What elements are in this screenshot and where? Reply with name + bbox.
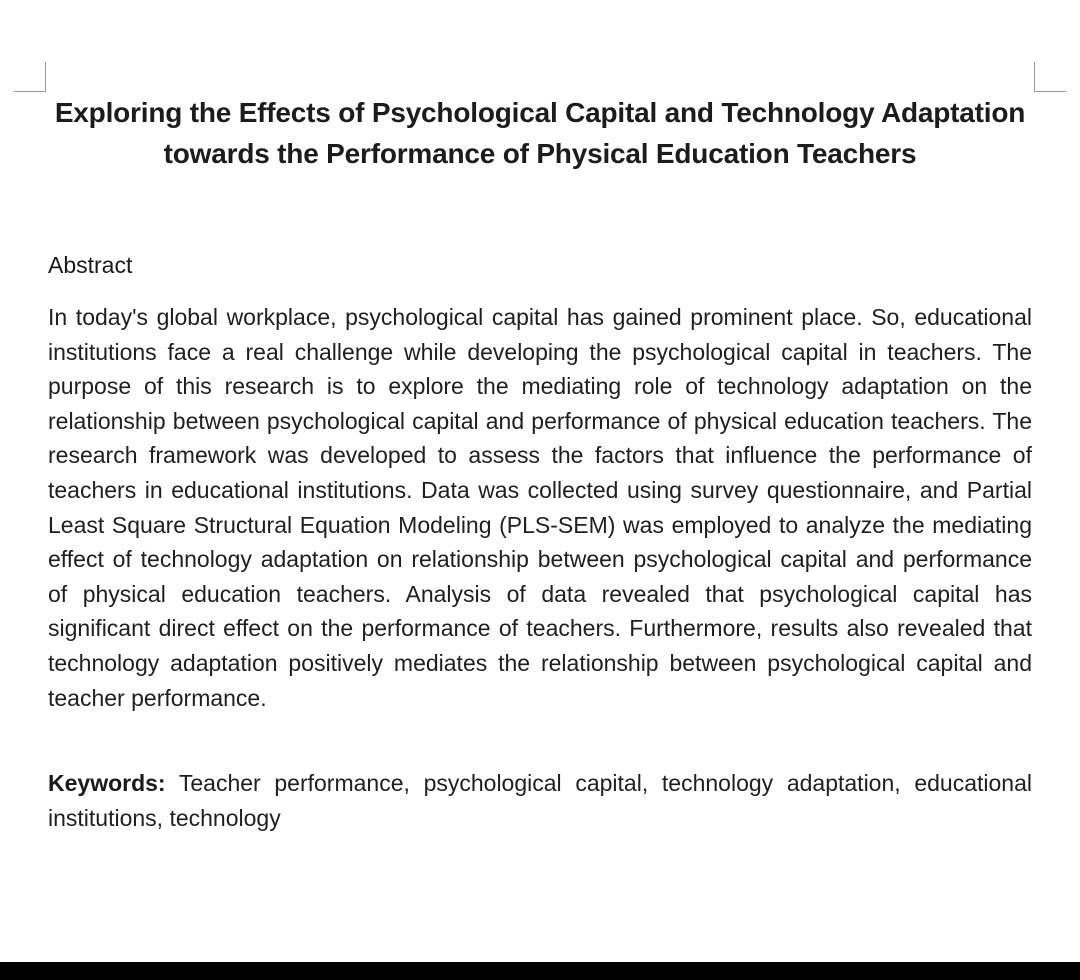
paper-title: Exploring the Effects of Psychological Capital and Technology Adaptation towards the Performance of Physical Education Teachers [54,97,1026,169]
abstract-paragraph: In today's global workplace, psychological capital has gained prominent place. So, educational institutions face a real challenge while developing the psychological capital in teachers. The purpose of this research is to explore the mediating role of technology adaptation on the relationship between psychological capital and performance of physical education teachers. The research framework was developed to assess the factors that influence the performance of teachers in educational institutions. Data was collected using survey questionnaire, and Partial Least Square Structural Equation Modeling (PLS-SEM) was employed to analyze the mediating effect of technology adaptation on relationship between psychological capital and performance of physical education teachers. Analysis of data revealed that psychological capital has significant direct effect on the performance of teachers. Furthermore, results also revealed that technology adaptation positively mediates the relationship between psychological capital and teacher performance. [48,304,1032,711]
abstract-heading: Abstract [48,252,133,278]
keywords-list: Teacher performance, psychological capital, technology adaptation, educational institutions, technology [48,770,1032,831]
corner-crop-mark-left [14,62,46,92]
corner-crop-mark-right [1034,62,1066,92]
keywords-paragraph [48,766,1032,836]
bottom-black-bar [0,962,1080,980]
keywords-label: Keywords: [48,770,166,796]
